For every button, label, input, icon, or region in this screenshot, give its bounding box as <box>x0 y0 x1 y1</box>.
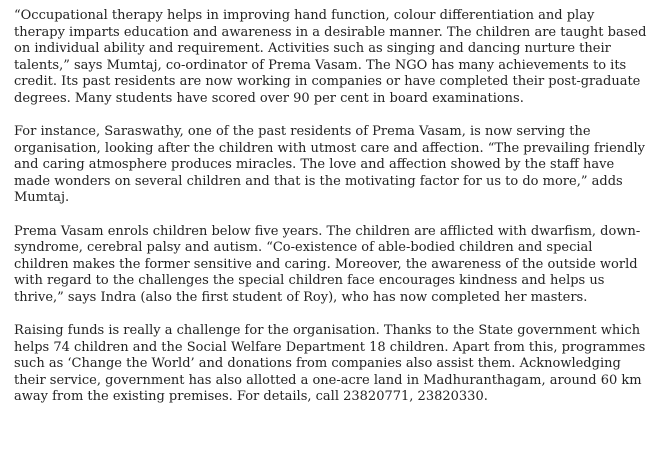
article-paragraph: Raising funds is really a challenge for the organisation. Thanks to the State government which helps 74 children and the Social Welfare Department 18 children. Apart from this, programmes such as ‘Change the World’ and donations from companies also assist them. Acknowledging their service, government has also allotted a one-acre land in Madhuranthagam, around 60 km away from the existing premises. For details, call 23820771, 23820330. <box>14 323 646 404</box>
article-paragraph: “Occupational therapy helps in improving hand function, colour differentiation and play therapy imparts education and awareness in a desirable manner. The children are taught based on individual ability and requirement. Activities such as singing and dancing nurture their talents,” says Mumtaj, co-ordinator of Prema Vasam. The NGO has many achievements to its credit. Its past residents are now working in companies or have completed their post-graduate degrees. Many students have scored over 90 per cent in board examinations. <box>14 8 647 106</box>
article-paragraph: For instance, Saraswathy, one of the past residents of Prema Vasam, is now serving the organisation, looking after the children with utmost care and affection. “The prevailing friendly and caring atmosphere produces miracles. The love and affection showed by the staff have made wonders on several children and that is the motivating factor for us to do more,” adds Mumtaj. <box>14 124 645 205</box>
article-paragraph: Prema Vasam enrols children below five years. The children are afflicted with dwarfism, down-syndrome, cerebral palsy and autism. “Co-existence of able-bodied children and special children makes the former sensitive and caring. Moreover, the awareness of the outside world with regard to the challenges the special children face encourages kindness and helps us thrive,” says Indra (also the first student of Roy), who has now completed her masters. <box>14 223 641 305</box>
